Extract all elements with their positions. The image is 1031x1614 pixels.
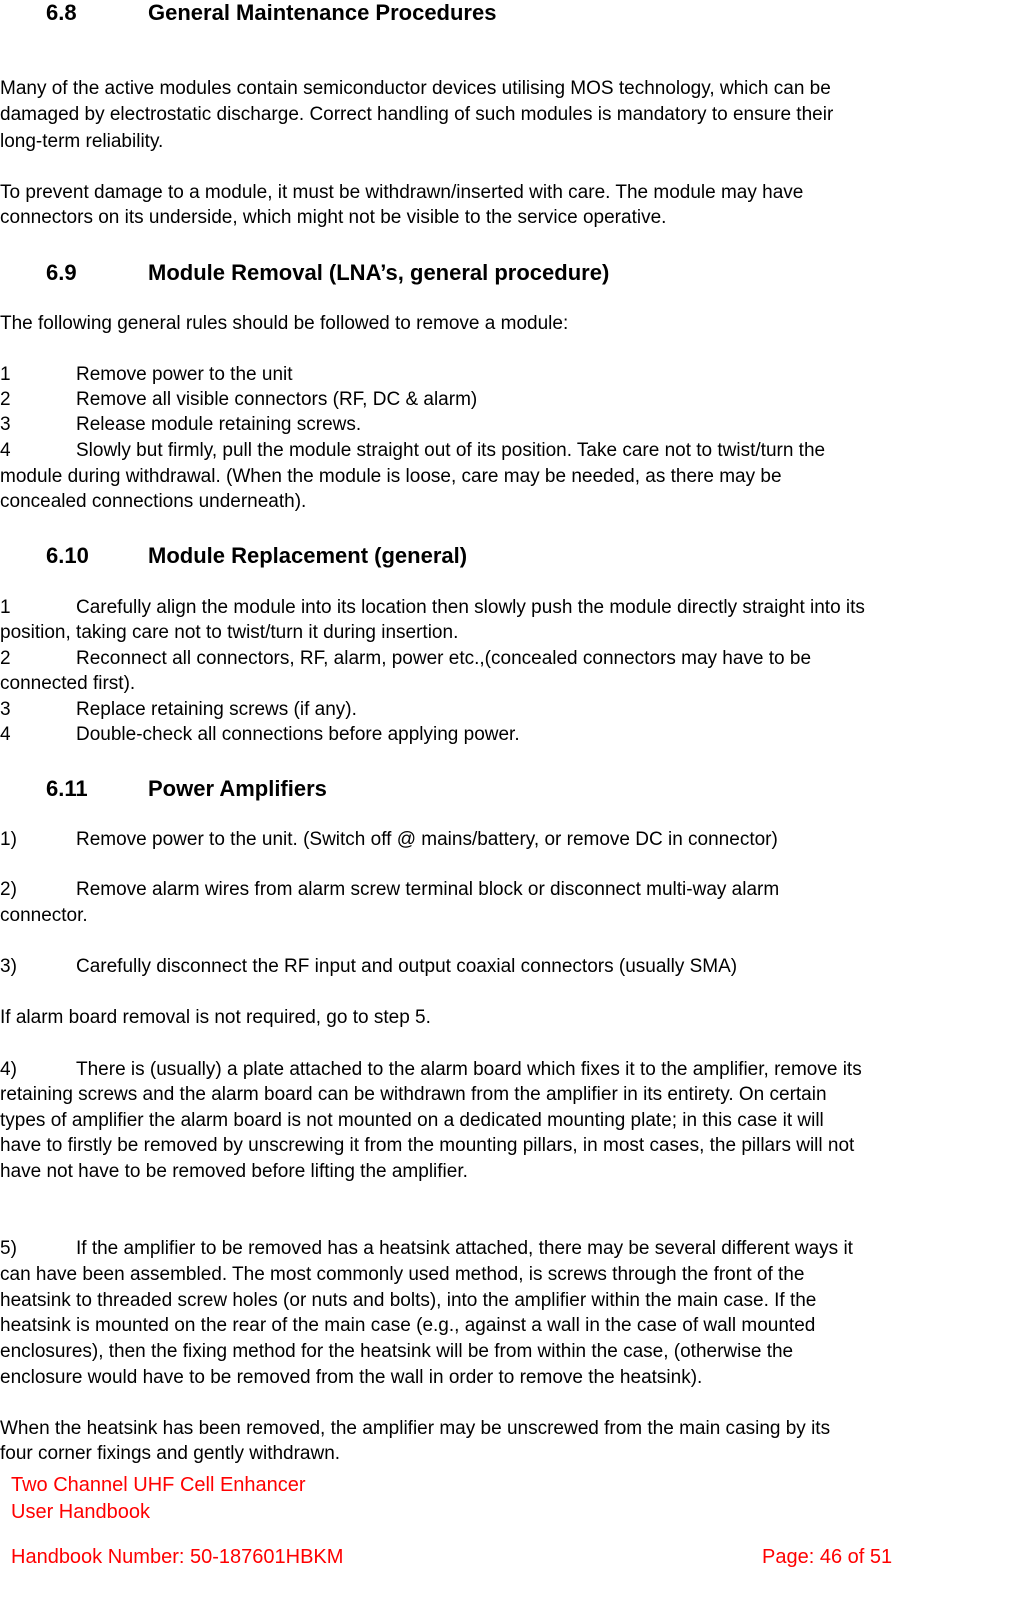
list-number: 1: [0, 597, 11, 618]
paragraph-line: connectors on its underside, which might not be visible to the service operative.: [0, 207, 667, 228]
list-text: Double-check all connections before applying power.: [76, 724, 520, 745]
list-text: Release module retaining screws.: [76, 414, 362, 435]
list-text: Slowly but firmly, pull the module straight out of its position. Take care not to twist/turn the: [76, 440, 826, 461]
section-6-10-number: 6.10: [46, 543, 89, 568]
paragraph-line: Many of the active modules contain semiconductor devices utilising MOS technology, which can be: [0, 78, 831, 99]
section-6-8-title: General Maintenance Procedures: [148, 0, 497, 25]
section-note: If alarm board removal is not required, go to step 5.: [0, 1007, 431, 1028]
list-number: 3: [0, 699, 11, 720]
footer-page-number: Page: 46 of 51: [762, 1546, 893, 1568]
list-continuation: module during withdrawal. (When the module is loose, care may be needed, as there may be: [0, 466, 782, 487]
list-text: Remove power to the unit. (Switch off @ mains/battery, or remove DC in connector): [76, 829, 778, 850]
list-text: Reconnect all connectors, RF, alarm, power etc.,(concealed connectors may have to be: [76, 648, 812, 669]
list-continuation: connected first).: [0, 673, 136, 694]
list-continuation: position, taking care not to twist/turn it during insertion.: [0, 622, 459, 643]
list-continuation: heatsink is mounted on the rear of the main case (e.g., against a wall in the case of wall mounted: [0, 1315, 816, 1336]
list-number: 3): [0, 956, 17, 977]
list-continuation: enclosure would have to be removed from the wall in order to remove the heatsink).: [0, 1367, 703, 1388]
section-6-9-title: Module Removal (LNA’s, general procedure): [148, 260, 610, 285]
list-text: If the amplifier to be removed has a heatsink attached, there may be several different ways it: [76, 1238, 853, 1259]
footer-document-title: Two Channel UHF Cell Enhancer: [11, 1474, 306, 1496]
list-continuation: concealed connections underneath).: [0, 491, 307, 512]
list-continuation: enclosures), then the fixing method for the heatsink will be from within the case, (otherwise the: [0, 1341, 794, 1362]
list-continuation: can have been assembled. The most commonly used method, is screws through the front of the: [0, 1264, 805, 1285]
list-number: 5): [0, 1238, 17, 1259]
list-text: Carefully disconnect the RF input and output coaxial connectors (usually SMA): [76, 956, 738, 977]
list-number: 2: [0, 648, 11, 669]
list-text: Remove all visible connectors (RF, DC & alarm): [76, 389, 478, 410]
section-6-9-number: 6.9: [46, 260, 77, 285]
list-continuation: heatsink to threaded screw holes (or nuts and bolts), into the amplifier within the main case. If the: [0, 1290, 817, 1311]
list-number: 1): [0, 829, 17, 850]
list-continuation: have not have to be removed before lifting the amplifier.: [0, 1161, 468, 1182]
section-6-8-number: 6.8: [46, 0, 77, 25]
list-number: 4: [0, 724, 11, 745]
list-text: Remove power to the unit: [76, 364, 293, 385]
list-continuation: retaining screws and the alarm board can be withdrawn from the amplifier in its entirety. On certain: [0, 1084, 827, 1105]
list-number: 3: [0, 414, 11, 435]
list-text: Carefully align the module into its location then slowly push the module directly straight into its: [76, 597, 865, 618]
paragraph-line: To prevent damage to a module, it must be withdrawn/inserted with care. The module may have: [0, 182, 804, 203]
list-continuation: connector.: [0, 905, 88, 926]
footer-document-subtitle: User Handbook: [11, 1501, 150, 1523]
list-text: There is (usually) a plate attached to the alarm board which fixes it to the amplifier, remove its: [76, 1059, 862, 1080]
section-6-11-number: 6.11: [46, 776, 88, 801]
paragraph-line: damaged by electrostatic discharge. Correct handling of such modules is mandatory to ensure their: [0, 104, 834, 125]
paragraph-line: four corner fixings and gently withdrawn.: [0, 1443, 341, 1464]
list-number: 2): [0, 879, 17, 900]
list-continuation: types of amplifier the alarm board is not mounted on a dedicated mounting plate; in this case it will: [0, 1110, 824, 1131]
list-number: 4: [0, 440, 11, 461]
footer-handbook-number: Handbook Number: 50-187601HBKM: [11, 1546, 344, 1568]
list-number: 1: [0, 364, 11, 385]
section-6-10-title: Module Replacement (general): [148, 543, 468, 568]
list-continuation: have to firstly be removed by unscrewing it from the mounting pillars, in most cases, the pillars will not: [0, 1135, 855, 1156]
list-number: 4): [0, 1059, 17, 1080]
list-text: Replace retaining screws (if any).: [76, 699, 357, 720]
list-text: Remove alarm wires from alarm screw terminal block or disconnect multi-way alarm: [76, 879, 780, 900]
paragraph-line: long-term reliability.: [0, 131, 164, 152]
list-number: 2: [0, 389, 11, 410]
section-6-11-title: Power Amplifiers: [148, 776, 327, 801]
section-intro: The following general rules should be followed to remove a module:: [0, 313, 569, 334]
paragraph-line: When the heatsink has been removed, the amplifier may be unscrewed from the main casing by its: [0, 1418, 831, 1439]
